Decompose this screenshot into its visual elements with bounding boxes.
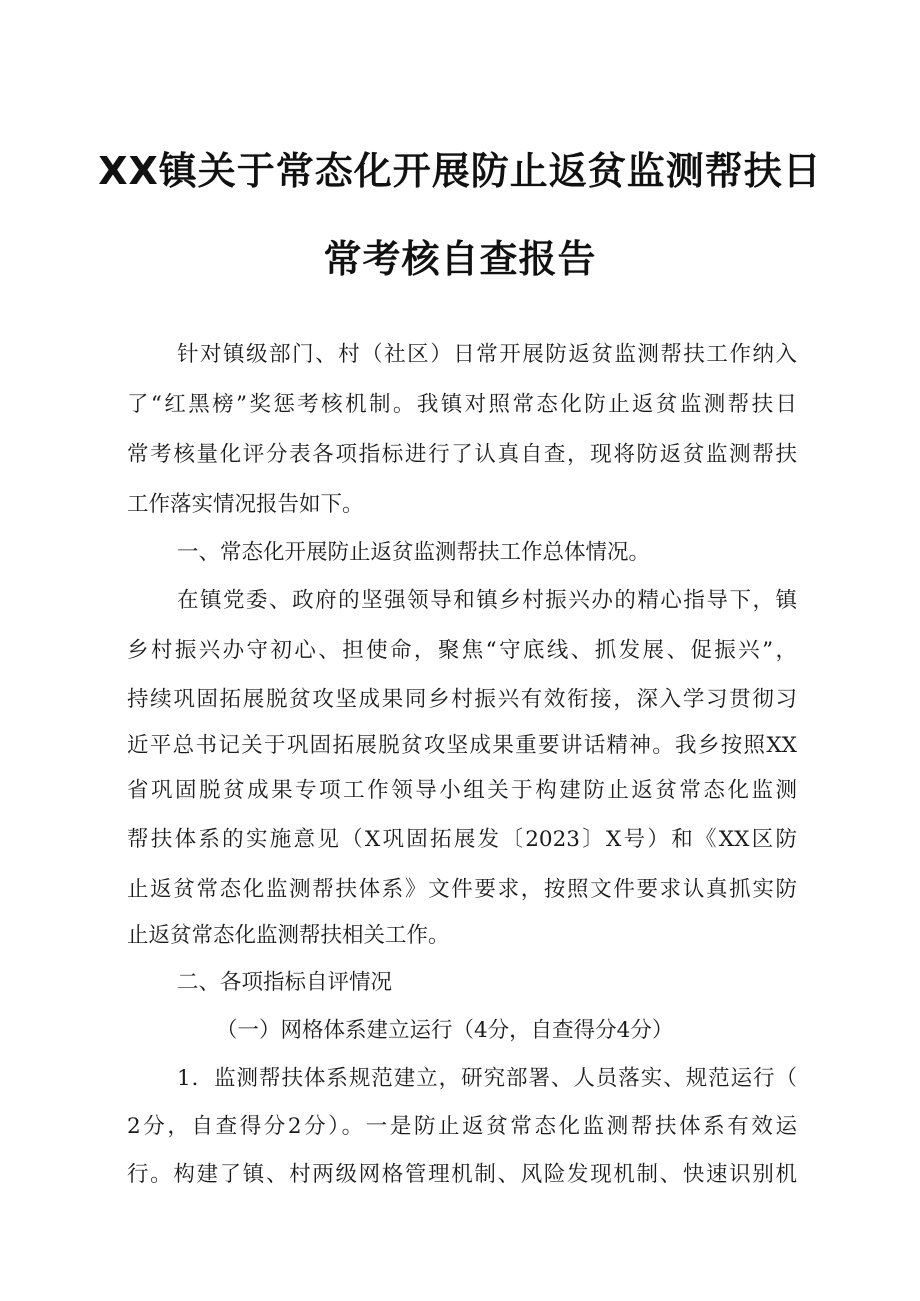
section-1-heading: 一、常态化开展防止返贫监测帮扶工作总体情况。 bbox=[177, 540, 651, 565]
item-1-line-2: 2分，自查得分2分）。一是防止返贫常态化监测帮扶体系有效运 bbox=[127, 1114, 797, 1139]
subsection-1-heading: （一）网格体系建立运行（4分，自查得分4分） bbox=[216, 1018, 674, 1043]
section-1-line-3: 持续巩固拓展脱贫攻坚成果同乡村振兴有效衔接，深入学习贯彻习 bbox=[127, 687, 797, 712]
document-title-line-2: 常考核自查报告 bbox=[323, 237, 597, 281]
intro-line-3: 常考核量化评分表各项指标进行了认真自查，现将防返贫监测帮扶 bbox=[127, 442, 797, 467]
section-1-line-7: 止返贫常态化监测帮扶体系》文件要求，按照文件要求认真抓实防 bbox=[127, 877, 797, 902]
section-2-heading: 二、各项指标自评情况 bbox=[177, 970, 393, 995]
intro-line-2: 了“红黑榜”奖惩考核机制。我镇对照常态化防止返贫监测帮扶日 bbox=[127, 392, 797, 417]
intro-line-4: 工作落实情况报告如下。 bbox=[127, 492, 364, 517]
section-1-line-6: 帮扶体系的实施意见（X巩固拓展发〔2023〕X号）和《XX区防 bbox=[127, 827, 797, 852]
section-1-line-1: 在镇党委、政府的坚强领导和镇乡村振兴办的精心指导下，镇 bbox=[177, 588, 797, 613]
document-title-line-1: XX镇关于常态化开展防止返贫监测帮扶日 bbox=[98, 149, 822, 193]
section-1-line-2: 乡村振兴办守初心、担使命，聚焦“守底线、抓发展、促振兴”， bbox=[127, 638, 797, 663]
section-1-line-4: 近平总书记关于巩固拓展脱贫攻坚成果重要讲话精神。我乡按照XX bbox=[127, 733, 797, 758]
item-1-line-1: 1．监测帮扶体系规范建立，研究部署、人员落实、规范运行（ bbox=[177, 1066, 797, 1091]
intro-line-1: 针对镇级部门、村（社区）日常开展防返贫监测帮扶工作纳入 bbox=[177, 342, 797, 367]
section-1-line-8: 止返贫常态化监测帮扶相关工作。 bbox=[127, 923, 450, 948]
section-1-line-5: 省巩固脱贫成果专项工作领导小组关于构建防止返贫常态化监测 bbox=[127, 778, 797, 803]
item-1-line-3: 行。构建了镇、村两级网格管理机制、风险发现机制、快速识别机 bbox=[127, 1162, 797, 1187]
